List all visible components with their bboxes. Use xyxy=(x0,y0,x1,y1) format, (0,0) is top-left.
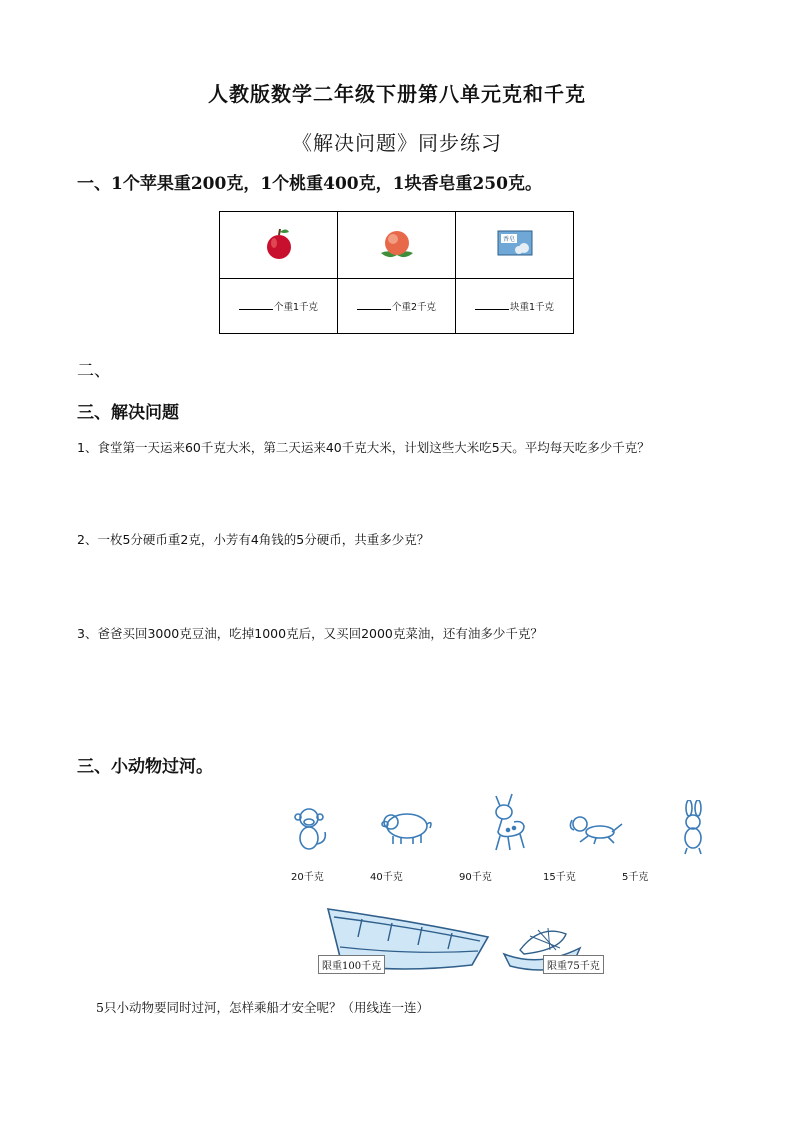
apple-label-cell[interactable] xyxy=(220,279,338,334)
apple-icon xyxy=(259,223,299,263)
soap-icon xyxy=(495,226,535,260)
dog-weight: 15千克 xyxy=(543,872,576,883)
section-2-heading: 二、 xyxy=(77,361,111,381)
monkey-icon[interactable] xyxy=(289,804,331,854)
question-2: 2、一枚5分硬币重2克，小芳有4角钱的5分硬币，共重多少克？ xyxy=(77,532,430,547)
question-1: 1、食堂第一天运来60千克大米，第二天运来40千克大米，计划这些大米吃5天。平均每天吃多少千克？ xyxy=(77,440,650,455)
dog-icon[interactable] xyxy=(566,812,630,848)
soap-cell xyxy=(456,212,574,279)
peach-icon xyxy=(377,223,417,263)
question-3: 3、爸爸买回3000克豆油，吃掉1000克后，又买回2000克菜油，还有油多少千克？ xyxy=(77,626,543,641)
deer-weight: 90千克 xyxy=(459,872,492,883)
items-table xyxy=(219,211,574,334)
rabbit-icon[interactable] xyxy=(676,800,710,856)
pig-weight: 40千克 xyxy=(370,872,403,883)
monkey-weight: 20千克 xyxy=(291,872,324,883)
apple-label: 个重1千克 xyxy=(273,302,319,313)
page-title: 人教版数学二年级下册第八单元克和千克 xyxy=(208,82,586,106)
deer-icon[interactable] xyxy=(478,790,534,856)
soap-label-cell[interactable] xyxy=(456,279,574,334)
section-4-heading: 三、小动物过河。 xyxy=(77,757,213,777)
peach-label-cell[interactable] xyxy=(338,279,456,334)
blank-line xyxy=(239,301,273,310)
section-1-heading: 一、1个苹果重200克，1个桃重400克，1块香皂重250克。 xyxy=(77,174,542,194)
section-3-heading: 三、解决问题 xyxy=(77,403,179,423)
crossing-instruction: 5只小动物要同时过河，怎样乘船才安全呢？（用线连一连） xyxy=(96,1000,429,1015)
soap-label: 块重1千克 xyxy=(509,302,555,313)
page-subtitle: 《解决问题》同步练习 xyxy=(292,131,502,155)
blank-line xyxy=(475,301,509,310)
small-boat-limit: 限重75千克 xyxy=(543,955,604,974)
peach-label: 个重2千克 xyxy=(391,302,437,313)
apple-cell xyxy=(220,212,338,279)
soap-text: 香皂 xyxy=(502,236,515,243)
rabbit-weight: 5千克 xyxy=(622,872,649,883)
pig-icon[interactable] xyxy=(377,806,435,848)
blank-line xyxy=(357,301,391,310)
big-boat-limit: 限重100千克 xyxy=(318,955,385,974)
peach-cell xyxy=(338,212,456,279)
